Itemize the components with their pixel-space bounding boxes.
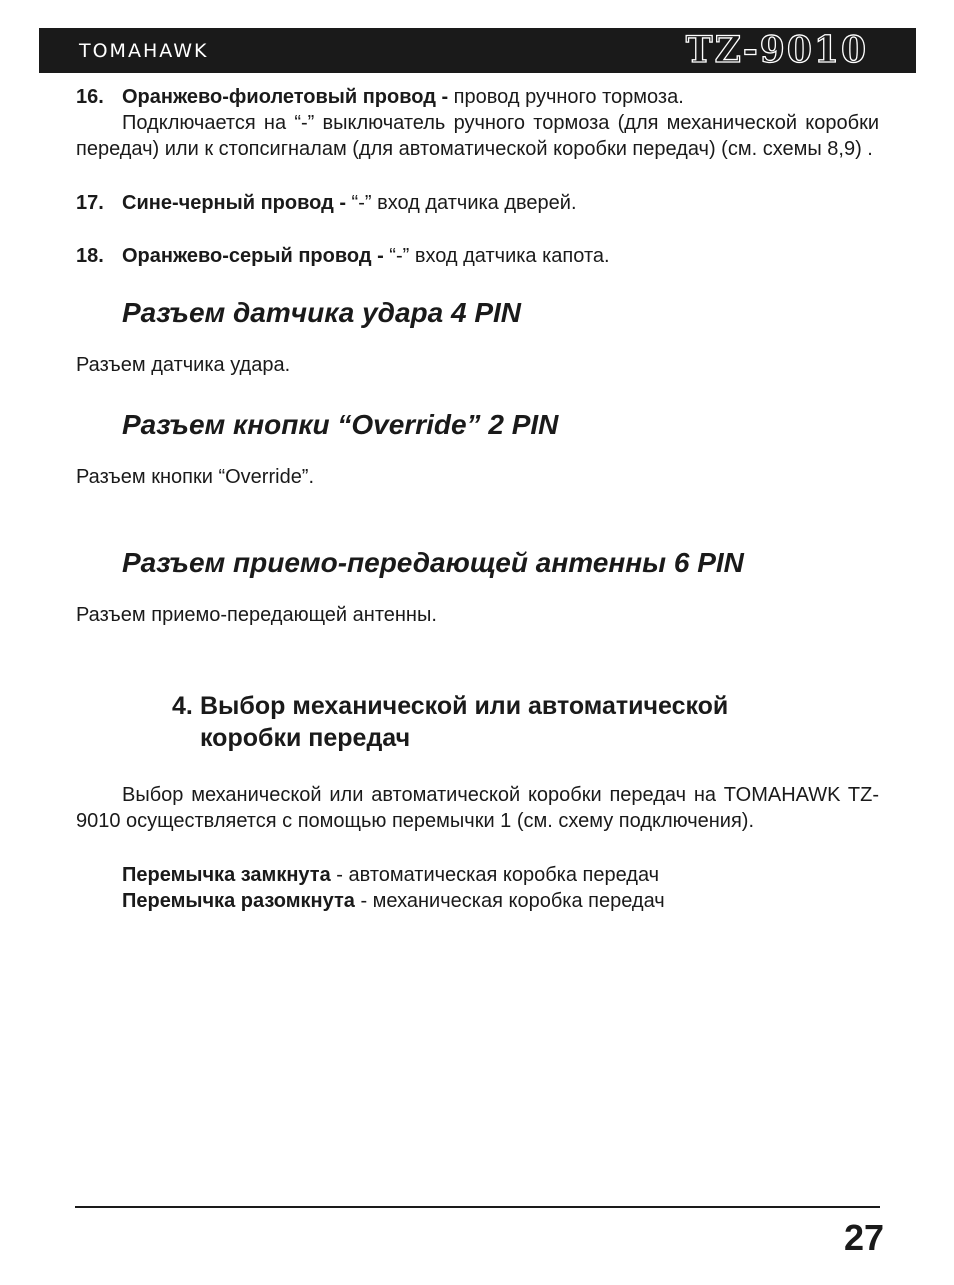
- item-text: “-” вход датчика дверей.: [345, 192, 577, 214]
- section-title-shock-sensor: Разъем датчика удара 4 PIN: [122, 297, 522, 328]
- jumper-option-label: Перемычка разомкнута: [122, 890, 355, 912]
- item-number: 18.: [76, 245, 104, 267]
- chapter-number: 4.: [172, 692, 193, 720]
- brand-name: TOMAHAWK: [79, 40, 209, 62]
- section-text-antenna: Разъем приемо-передающей антенны.: [76, 604, 437, 626]
- footer-divider: [75, 1206, 880, 1208]
- item-label: Оранжево-серый провод -: [122, 245, 384, 267]
- jumper-options: [122, 862, 879, 914]
- wire-item-17: [76, 190, 879, 216]
- jumper-option-text: - автоматическая коробка передач: [330, 864, 660, 886]
- chapter-title-line2: коробки передач: [200, 724, 411, 752]
- section-title-override: Разъем кнопки “Override” 2 PIN: [122, 409, 559, 440]
- item-number: 17.: [76, 192, 104, 214]
- chapter-text: Выбор механической или автоматической коробки передач на TOMAHAWK TZ-9010 осуществляется с помощью перемычки 1 (см. схему подключения).: [76, 784, 879, 832]
- jumper-option-label: Перемычка замкнута: [122, 864, 331, 886]
- item-detail: Подключается на “-” выключатель ручного тормоза (для механической коробки передач) или к стопсигналам (для автоматической коробки передач) (см. схемы 8,9) .: [76, 112, 879, 160]
- chapter-title: [172, 690, 879, 754]
- item-text: провод ручного тормоза.: [448, 86, 684, 108]
- section-text-override: Разъем кнопки “Override”.: [76, 466, 315, 488]
- page-content: [76, 84, 879, 914]
- jumper-option-closed: [122, 862, 879, 888]
- item-label: Оранжево-фиолетовый провод -: [122, 86, 449, 108]
- item-number: 16.: [76, 86, 104, 108]
- wire-item-16: [76, 84, 879, 162]
- jumper-option-text: - механическая коробка передач: [354, 890, 665, 912]
- jumper-option-open: [122, 888, 879, 914]
- section-text-shock-sensor: Разъем датчика удара.: [76, 354, 291, 376]
- section-title-antenna: Разъем приемо-передающей антенны 6 PIN: [122, 547, 744, 578]
- wire-item-18: [76, 243, 879, 269]
- item-text: “-” вход датчика капота.: [383, 245, 610, 267]
- header-bar: [39, 28, 916, 73]
- model-name: TZ-9010: [685, 29, 868, 71]
- page-number: 27: [843, 1217, 884, 1258]
- chapter-title-line1: Выбор механической или автоматической: [200, 692, 729, 720]
- item-label: Сине-черный провод -: [122, 192, 346, 214]
